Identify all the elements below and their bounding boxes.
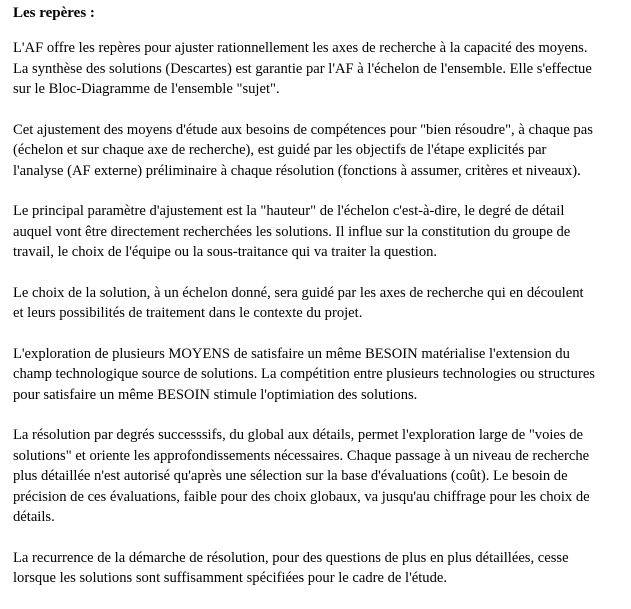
paragraph-line: Le choix de la solution, à un échelon donné, sera guidé par les axes de recherche qui en découlent bbox=[13, 284, 584, 301]
paragraph-choix-solution bbox=[13, 283, 625, 324]
paragraph-line: pour satisfaire un même BESOIN stimule l'optimiation des solutions. bbox=[13, 386, 418, 403]
paragraph-recurrence bbox=[13, 548, 625, 589]
paragraph-line: champ technologique source de solutions. La compétition entre plusieurs technologies ou structures bbox=[13, 366, 595, 382]
paragraph-ajustement-moyens bbox=[13, 120, 625, 182]
paragraph-line: détails. bbox=[13, 509, 55, 525]
paragraph-line: solutions" et oriente les approfondissements nécessaires. Chaque passage à un niveau de recherche bbox=[13, 447, 590, 464]
paragraph-line: L'exploration de plusieurs MOYENS de satisfaire un même BESOIN matérialise l'extension du bbox=[13, 345, 570, 362]
document-page bbox=[13, 3, 625, 609]
paragraph-line: La synthèse des solutions (Descartes) est garantie par l'AF à l'échelon de l'ensemble. Elle s'effectue bbox=[13, 60, 592, 77]
paragraph-line: sur le Bloc-Diagramme de l'ensemble "sujet". bbox=[13, 81, 280, 97]
paragraph-line: l'analyse (AF externe) préliminaire à chaque résolution (fonctions à assumer, critères et niveaux). bbox=[13, 162, 581, 179]
paragraph-exploration-moyens bbox=[13, 344, 625, 406]
paragraph-line: La résolution par degrés successsifs, du global aux détails, permet l'exploration large de "voies de bbox=[13, 427, 584, 443]
paragraph-line: plus détaillée n'est autorisé qu'après une sélection sur la base d'évaluations (coût). Le besoin de bbox=[13, 468, 568, 484]
paragraph-line: et leurs possibilités de traitement dans le contexte du projet. bbox=[13, 305, 363, 321]
section-heading: Les repères : bbox=[13, 5, 95, 21]
paragraph-line: auquel vont être directement recherchées les solutions. Il influe sur la constitution du groupe de bbox=[13, 223, 571, 240]
paragraph-resolution-degres bbox=[13, 425, 625, 528]
paragraph-parametre-ajustement bbox=[13, 201, 625, 263]
paragraph-line: Cet ajustement des moyens d'étude aux besoins de compétences pour "bien résoudre", à chaque pas bbox=[13, 121, 593, 138]
paragraph-line: Le principal paramètre d'ajustement est la "hauteur" de l'échelon c'est-à-dire, le degré de détail bbox=[13, 203, 565, 219]
paragraph-line: précision de ces évaluations, faible pour des choix globaux, va jusqu'au chiffrage pour les choix de bbox=[13, 488, 590, 505]
paragraph-line: La recurrence de la démarche de résolution, pour des questions de plus en plus détaillées, cesse bbox=[13, 549, 569, 566]
paragraph-line: (échelon et sur chaque axe de recherche), est guidé par les objectifs de l'étape explicités par bbox=[13, 142, 547, 158]
paragraph-line: L'AF offre les repères pour ajuster rationnellement les axes de recherche à la capacité des moyens. bbox=[13, 40, 588, 56]
paragraph-line: travail, le choix de l'équipe ou la sous-traitance qui va traiter la question. bbox=[13, 244, 438, 260]
paragraph-af-reperes bbox=[13, 38, 625, 100]
paragraph-line: lorsque les solutions sont suffisamment spécifiées pour le cadre de l'étude. bbox=[13, 570, 447, 586]
